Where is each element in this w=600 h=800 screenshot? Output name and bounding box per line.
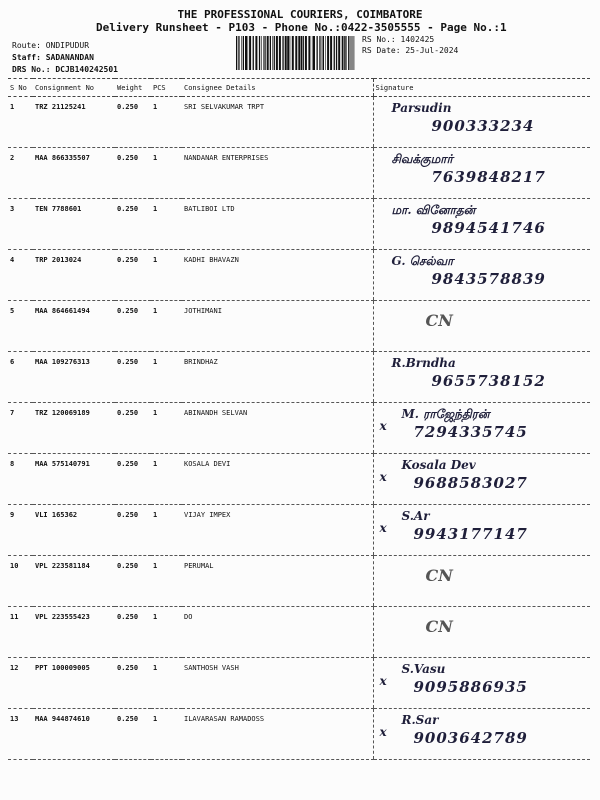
rs-number: RS No.: 1402425 — [362, 35, 435, 44]
handwritten-phone: 900333234 — [431, 117, 535, 135]
barcode-bar — [238, 36, 239, 70]
row-consignee: PERUMAL — [182, 556, 373, 607]
signature-cell — [373, 709, 590, 760]
table-row — [8, 454, 590, 505]
signature-cross-mark: x — [379, 419, 387, 433]
barcode-bar — [350, 36, 351, 70]
row-consignment-no: VPL 223555423 — [33, 607, 115, 658]
handwritten-phone: 9095886935 — [413, 678, 528, 696]
row-weight: 0.250 — [115, 199, 151, 250]
barcode-bar — [327, 36, 329, 70]
row-consignee: VIJAY IMPEX — [182, 505, 373, 556]
barcode-bar — [245, 36, 247, 70]
signature-cell — [373, 454, 590, 505]
col-weight: Weight — [115, 79, 151, 97]
col-signature: Signature — [373, 79, 590, 97]
row-weight: 0.250 — [115, 709, 151, 760]
signature-cell — [373, 607, 590, 658]
handwritten-signature: Kosala Dev — [401, 458, 476, 472]
table-row — [8, 148, 590, 199]
cn-mark: CN — [425, 566, 453, 585]
col-consignment: Consignment No — [33, 79, 115, 97]
signature-cell — [373, 97, 590, 148]
row-consignee: SRI SELVAKUMAR TRPT — [182, 97, 373, 148]
handwritten-phone: 7294335745 — [413, 423, 528, 441]
barcode-bar — [241, 36, 242, 70]
row-weight: 0.250 — [115, 148, 151, 199]
signature-cell — [373, 352, 590, 403]
signature-cell — [373, 658, 590, 709]
barcode-bar — [312, 36, 313, 70]
runsheet-title: Delivery Runsheet - P103 - Phone No.:0422-3505555 - Page No.:1 — [96, 21, 507, 34]
handwritten-phone: 9894541746 — [431, 219, 546, 237]
row-pcs: 1 — [151, 658, 182, 709]
row-consignee: BATLIBOI LTD — [182, 199, 373, 250]
barcode-bar — [342, 36, 343, 70]
row-pcs: 1 — [151, 97, 182, 148]
barcode-bar — [323, 36, 324, 70]
handwritten-phone: 9943177147 — [413, 525, 528, 543]
barcode-bar — [295, 36, 297, 70]
barcode-bar — [330, 36, 332, 70]
row-consignment-no: MAA 109276313 — [33, 352, 115, 403]
row-consignment-no: MAA 944874610 — [33, 709, 115, 760]
barcode-bar — [322, 36, 323, 70]
cn-mark: CN — [425, 617, 453, 636]
handwritten-signature: S.Ar — [401, 509, 430, 523]
row-consignee: DO — [182, 607, 373, 658]
row-weight: 0.250 — [115, 301, 151, 352]
row-consignee: KADHI BHAVAZN — [182, 250, 373, 301]
row-pcs: 1 — [151, 607, 182, 658]
table-row — [8, 505, 590, 556]
barcode-bar — [255, 36, 257, 70]
row-sno: 12 — [8, 658, 33, 709]
row-consignment-no: PPT 100009005 — [33, 658, 115, 709]
barcode-bar — [354, 36, 355, 70]
signature-cell — [373, 403, 590, 454]
row-pcs: 1 — [151, 301, 182, 352]
row-pcs: 1 — [151, 709, 182, 760]
drs-number: DRS No.: DCJB140242501 — [12, 65, 118, 74]
row-sno: 9 — [8, 505, 33, 556]
table-row — [8, 709, 590, 760]
row-weight: 0.250 — [115, 454, 151, 505]
barcode-bar — [267, 36, 269, 70]
barcode-bar — [292, 36, 294, 70]
row-consignee: KOSALA DEVI — [182, 454, 373, 505]
row-consignee: NANDANAR ENTERPRISES — [182, 148, 373, 199]
signature-cross-mark: x — [379, 521, 387, 535]
barcode-bar — [263, 36, 264, 70]
barcode-bar — [274, 36, 275, 70]
barcode-bar — [319, 36, 320, 70]
barcode-bar — [270, 36, 271, 70]
handwritten-signature: சிவக்குமார் — [391, 152, 453, 166]
table-row — [8, 97, 590, 148]
signature-cross-mark: x — [379, 725, 387, 739]
row-sno: 13 — [8, 709, 33, 760]
cn-mark: CN — [425, 311, 453, 330]
barcode-bar — [352, 36, 353, 70]
table-row — [8, 250, 590, 301]
handwritten-signature: G. செல்வா — [391, 254, 454, 268]
signature-cell — [373, 556, 590, 607]
row-consignment-no: TRP 2013024 — [33, 250, 115, 301]
barcode-bar — [276, 36, 278, 70]
handwritten-signature: Parsudin — [391, 101, 452, 115]
row-sno: 6 — [8, 352, 33, 403]
barcode-bar — [253, 36, 254, 70]
handwritten-phone: 9655738152 — [431, 372, 546, 390]
handwritten-signature: M. ராஜேந்திரன் — [401, 407, 490, 421]
row-sno: 11 — [8, 607, 33, 658]
handwritten-signature: R.Sar — [401, 713, 439, 727]
col-consignee: Consignee Details — [182, 79, 373, 97]
barcode-bar — [236, 36, 237, 70]
row-consignment-no: MAA 575140791 — [33, 454, 115, 505]
barcode-bar — [348, 36, 349, 70]
row-weight: 0.250 — [115, 250, 151, 301]
route-label: Route: ONDIPUDUR — [12, 41, 90, 50]
row-consignee: JOTHIMANI — [182, 301, 373, 352]
row-consignment-no: VLI 165362 — [33, 505, 115, 556]
signature-cell — [373, 250, 590, 301]
handwritten-signature: மா. வினோதன் — [391, 203, 476, 217]
barcode-bar — [290, 36, 291, 70]
signature-cell — [373, 199, 590, 250]
row-consignee: ABINANDH SELVAN — [182, 403, 373, 454]
row-sno: 5 — [8, 301, 33, 352]
barcode-bar — [353, 36, 354, 70]
signature-cell — [373, 148, 590, 199]
barcode-bar — [344, 36, 345, 70]
row-weight: 0.250 — [115, 505, 151, 556]
row-weight: 0.250 — [115, 556, 151, 607]
barcode-bar — [248, 36, 249, 70]
row-weight: 0.250 — [115, 352, 151, 403]
signature-cell — [373, 505, 590, 556]
table-header-row — [8, 79, 590, 97]
row-sno: 7 — [8, 403, 33, 454]
barcode-bar — [305, 36, 307, 70]
row-sno: 8 — [8, 454, 33, 505]
row-weight: 0.250 — [115, 607, 151, 658]
row-consignee: BRINDHAZ — [182, 352, 373, 403]
staff-label: Staff: SADANANDAN — [12, 53, 94, 62]
barcode-bar — [298, 36, 300, 70]
row-consignment-no: TRZ 21125241 — [33, 97, 115, 148]
barcode — [236, 36, 356, 70]
handwritten-phone: 9843578839 — [431, 270, 546, 288]
runsheet-table — [8, 78, 590, 760]
row-consignment-no: TRZ 120069189 — [33, 403, 115, 454]
table-row — [8, 556, 590, 607]
signature-cell — [373, 301, 590, 352]
handwritten-phone: 9003642789 — [413, 729, 528, 747]
row-consignment-no: TEN 7788601 — [33, 199, 115, 250]
barcode-bar — [261, 36, 262, 70]
row-pcs: 1 — [151, 556, 182, 607]
barcode-bar — [334, 36, 335, 70]
barcode-bar — [287, 36, 289, 70]
handwritten-signature: R.Brndha — [391, 356, 456, 370]
barcode-bar — [303, 36, 304, 70]
barcode-bar — [301, 36, 302, 70]
row-consignment-no: MAA 864661494 — [33, 301, 115, 352]
row-consignment-no: MAA 866335507 — [33, 148, 115, 199]
handwritten-signature: S.Vasu — [401, 662, 446, 676]
row-pcs: 1 — [151, 250, 182, 301]
row-sno: 3 — [8, 199, 33, 250]
table-row — [8, 607, 590, 658]
row-consignee: ILAVARASAN RAMADOSS — [182, 709, 373, 760]
signature-cross-mark: x — [379, 674, 387, 688]
row-sno: 10 — [8, 556, 33, 607]
barcode-bar — [243, 36, 244, 70]
barcode-bar — [282, 36, 283, 70]
row-pcs: 1 — [151, 403, 182, 454]
barcode-bar — [345, 36, 346, 70]
barcode-bar — [279, 36, 281, 70]
col-sno: S No — [8, 79, 33, 97]
row-sno: 4 — [8, 250, 33, 301]
barcode-bar — [272, 36, 273, 70]
rs-date: RS Date: 25-Jul-2024 — [362, 46, 459, 55]
signature-cross-mark: x — [379, 470, 387, 484]
handwritten-phone: 9688583027 — [413, 474, 528, 492]
table-row — [8, 352, 590, 403]
table-row — [8, 301, 590, 352]
barcode-bar — [264, 36, 265, 70]
row-pcs: 1 — [151, 454, 182, 505]
barcode-bar — [313, 36, 315, 70]
row-consignee: SANTHOSH VASH — [182, 658, 373, 709]
barcode-bar — [285, 36, 287, 70]
row-weight: 0.250 — [115, 658, 151, 709]
table-row — [8, 658, 590, 709]
barcode-bar — [308, 36, 310, 70]
barcode-bar — [336, 36, 337, 70]
row-weight: 0.250 — [115, 403, 151, 454]
barcode-bar — [249, 36, 251, 70]
barcode-bar — [259, 36, 260, 70]
row-pcs: 1 — [151, 148, 182, 199]
row-sno: 2 — [8, 148, 33, 199]
handwritten-phone: 7639848217 — [431, 168, 546, 186]
row-pcs: 1 — [151, 199, 182, 250]
row-consignment-no: VPL 223581184 — [33, 556, 115, 607]
row-weight: 0.250 — [115, 97, 151, 148]
row-pcs: 1 — [151, 505, 182, 556]
barcode-bar — [338, 36, 340, 70]
table-row — [8, 199, 590, 250]
barcode-bar — [325, 36, 326, 70]
company-name: THE PROFESSIONAL COURIERS, COIMBATORE — [177, 8, 423, 21]
row-sno: 1 — [8, 97, 33, 148]
row-pcs: 1 — [151, 352, 182, 403]
barcode-bar — [317, 36, 318, 70]
table-row — [8, 403, 590, 454]
col-pcs: PCS — [151, 79, 182, 97]
